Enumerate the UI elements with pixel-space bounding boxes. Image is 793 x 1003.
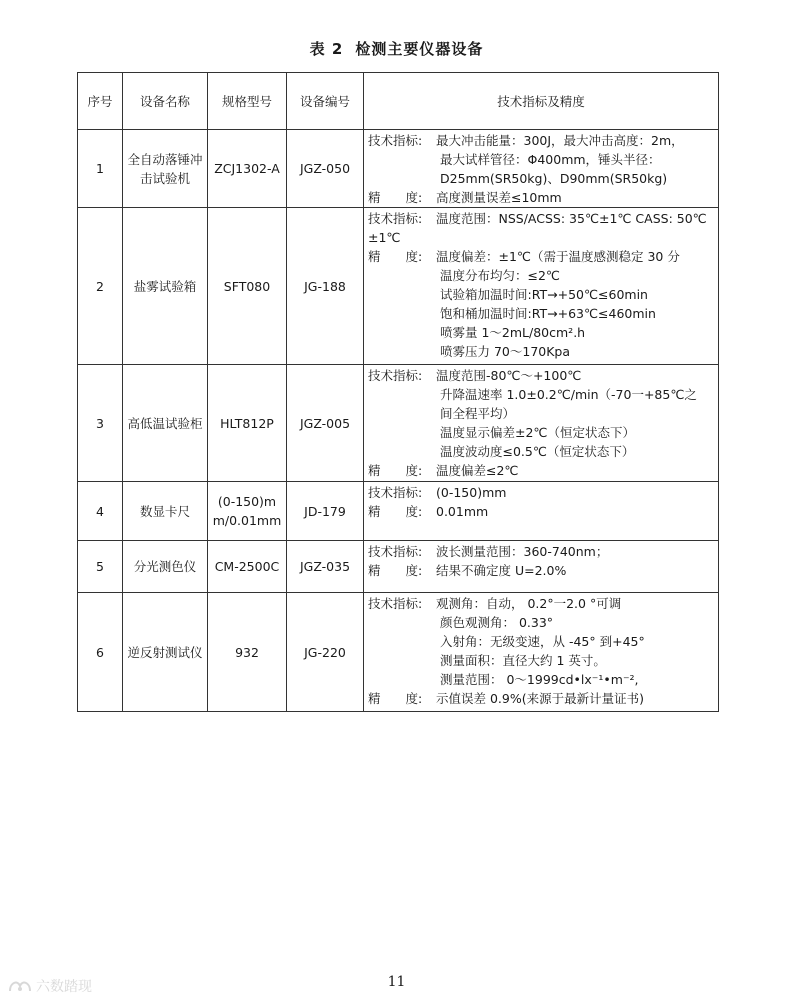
table-row [78, 365, 719, 482]
spec-line [368, 632, 714, 651]
row-number: 3 [78, 365, 123, 482]
spec-text: 喷雾压力 70～170Kpa [440, 344, 571, 359]
table-header-row [78, 73, 719, 130]
spec-text: ±1℃ [368, 230, 401, 245]
spec-label: 精 度: [368, 504, 423, 519]
spec-text: 温度偏差≤2℃ [436, 463, 519, 478]
watermark-text: 六数踏现 [36, 979, 92, 995]
row-number: 6 [78, 593, 123, 712]
spec-cell [364, 593, 719, 712]
header-model: 规格型号 [208, 73, 287, 130]
spec-text: 测量范围： 0～1999cd•lx⁻¹•m⁻², [440, 672, 639, 687]
spec-label: 技术指标: [368, 544, 423, 559]
device-name: 全自动落锤冲击试验机 [123, 130, 208, 208]
spec-text: 示值误差 0.9%(来源于最新计量证书) [436, 691, 644, 706]
header-spec: 技术指标及精度 [364, 73, 719, 130]
device-code: JG-220 [287, 593, 364, 712]
spec-text: 试验箱加温时间:RT→+50℃≤60min [440, 287, 648, 302]
spec-text: (0-150)mm [436, 485, 507, 500]
spec-label: 精 度: [368, 463, 423, 478]
spec-line [368, 209, 714, 228]
device-code: JG-188 [287, 208, 364, 365]
header-code: 设备编号 [287, 73, 364, 130]
spec-label: 精 度: [368, 691, 423, 706]
spec-label: 精 度: [368, 249, 423, 264]
table-row [78, 541, 719, 593]
spec-line [368, 266, 714, 285]
spec-text: 0.01mm [436, 504, 489, 519]
spec-text: D25mm(SR50kg)、D90mm(SR50kg) [440, 171, 668, 186]
spec-label: 技术指标: [368, 133, 423, 148]
device-model: (0-150)mm/0.01mm [208, 482, 287, 541]
spec-line [368, 304, 714, 323]
spec-line [368, 502, 714, 521]
device-code: JD-179 [287, 482, 364, 541]
spec-line [368, 670, 714, 689]
device-name: 分光测色仪 [123, 541, 208, 593]
spec-cell [364, 541, 719, 593]
spec-line [368, 423, 714, 442]
spec-line [368, 594, 714, 613]
spec-cell [364, 482, 719, 541]
spec-text: 最大冲击能量：300J，最大冲击高度：2m， [436, 133, 684, 148]
page-number: 11 [387, 974, 406, 990]
spec-line [368, 169, 714, 188]
spec-text: 温度偏差：±1℃（需于温度感测稳定 30 分 [436, 249, 680, 264]
spec-text: 温度范围：NSS/ACSS: 35℃±1℃ CASS: 50℃ [436, 211, 707, 226]
device-name: 逆反射测试仪 [123, 593, 208, 712]
spec-text: 波长测量范围：360-740nm； [436, 544, 609, 559]
spec-line [368, 285, 714, 304]
spec-line [368, 442, 714, 461]
spec-text: 入射角：无级变速，从 -45° 到+45° [440, 634, 645, 649]
table-row [78, 593, 719, 712]
spec-text: 饱和桶加温时间:RT→+63℃≤460min [440, 306, 656, 321]
spec-label: 精 度: [368, 563, 423, 578]
spec-line [368, 228, 714, 247]
spec-label: 技术指标: [368, 485, 423, 500]
spec-label: 技术指标: [368, 596, 423, 611]
device-model: HLT812P [208, 365, 287, 482]
spec-line [368, 461, 714, 480]
spec-text: 高度测量误差≤10mm [436, 190, 562, 205]
row-number: 5 [78, 541, 123, 593]
spec-text: 颜色观测角： 0.33° [440, 615, 554, 630]
device-model: SFT080 [208, 208, 287, 365]
spec-text: 温度显示偏差±2℃（恒定状态下） [440, 425, 635, 440]
row-number: 4 [78, 482, 123, 541]
device-name: 高低温试验柜 [123, 365, 208, 482]
spec-line [368, 542, 714, 561]
row-number: 2 [78, 208, 123, 365]
spec-cell [364, 130, 719, 208]
spec-cell [364, 365, 719, 482]
spec-line [368, 561, 714, 580]
spec-line [368, 188, 714, 207]
spec-line [368, 613, 714, 632]
spec-line [368, 323, 714, 342]
spec-line [368, 483, 714, 502]
table-title: 检测主要仪器设备 [355, 40, 484, 58]
table-number: 表 2 [309, 40, 344, 58]
spec-label: 技术指标: [368, 211, 423, 226]
spec-text: 观测角：自动， 0.2°一2.0 °可调 [436, 596, 622, 611]
spec-line [368, 131, 714, 150]
spec-cell [364, 208, 719, 365]
spec-line [368, 247, 714, 266]
spec-text: 喷雾量 1～2mL/80cm².h [440, 325, 586, 340]
spec-label: 精 度: [368, 190, 423, 205]
table-row [78, 482, 719, 541]
spec-text: 间全程平均） [440, 406, 516, 421]
header-name: 设备名称 [123, 73, 208, 130]
spec-line [368, 385, 714, 404]
watermark [8, 976, 92, 996]
device-model: 932 [208, 593, 287, 712]
device-code: JGZ-035 [287, 541, 364, 593]
spec-line [368, 342, 714, 361]
spec-text: 温度波动度≤0.5℃（恒定状态下） [440, 444, 635, 459]
spec-line [368, 366, 714, 385]
spec-line [368, 689, 714, 708]
spec-text: 温度范围-80℃～+100℃ [436, 368, 582, 383]
device-name: 盐雾试验箱 [123, 208, 208, 365]
watermark-logo-icon [8, 978, 32, 994]
spec-text: 结果不确定度 U=2.0% [436, 563, 567, 578]
row-number: 1 [78, 130, 123, 208]
device-code: JGZ-050 [287, 130, 364, 208]
spec-text: 最大试样管径：Φ400mm，锤头半径： [440, 152, 661, 167]
table-row [78, 130, 719, 208]
device-model: CM-2500C [208, 541, 287, 593]
table-row [78, 208, 719, 365]
table-caption [0, 38, 793, 59]
spec-line [368, 651, 714, 670]
spec-line [368, 404, 714, 423]
spec-line [368, 150, 714, 169]
spec-text: 测量面积：直径大约 1 英寸。 [440, 653, 606, 668]
spec-text: 升降温速率 1.0±0.2℃/min（-70一+85℃之 [440, 387, 697, 402]
spec-text: 温度分布均匀：≤2℃ [440, 268, 560, 283]
device-code: JGZ-005 [287, 365, 364, 482]
spec-label: 技术指标: [368, 368, 423, 383]
equipment-table [77, 72, 719, 712]
device-model: ZCJ1302-A [208, 130, 287, 208]
device-name: 数显卡尺 [123, 482, 208, 541]
header-no: 序号 [78, 73, 123, 130]
